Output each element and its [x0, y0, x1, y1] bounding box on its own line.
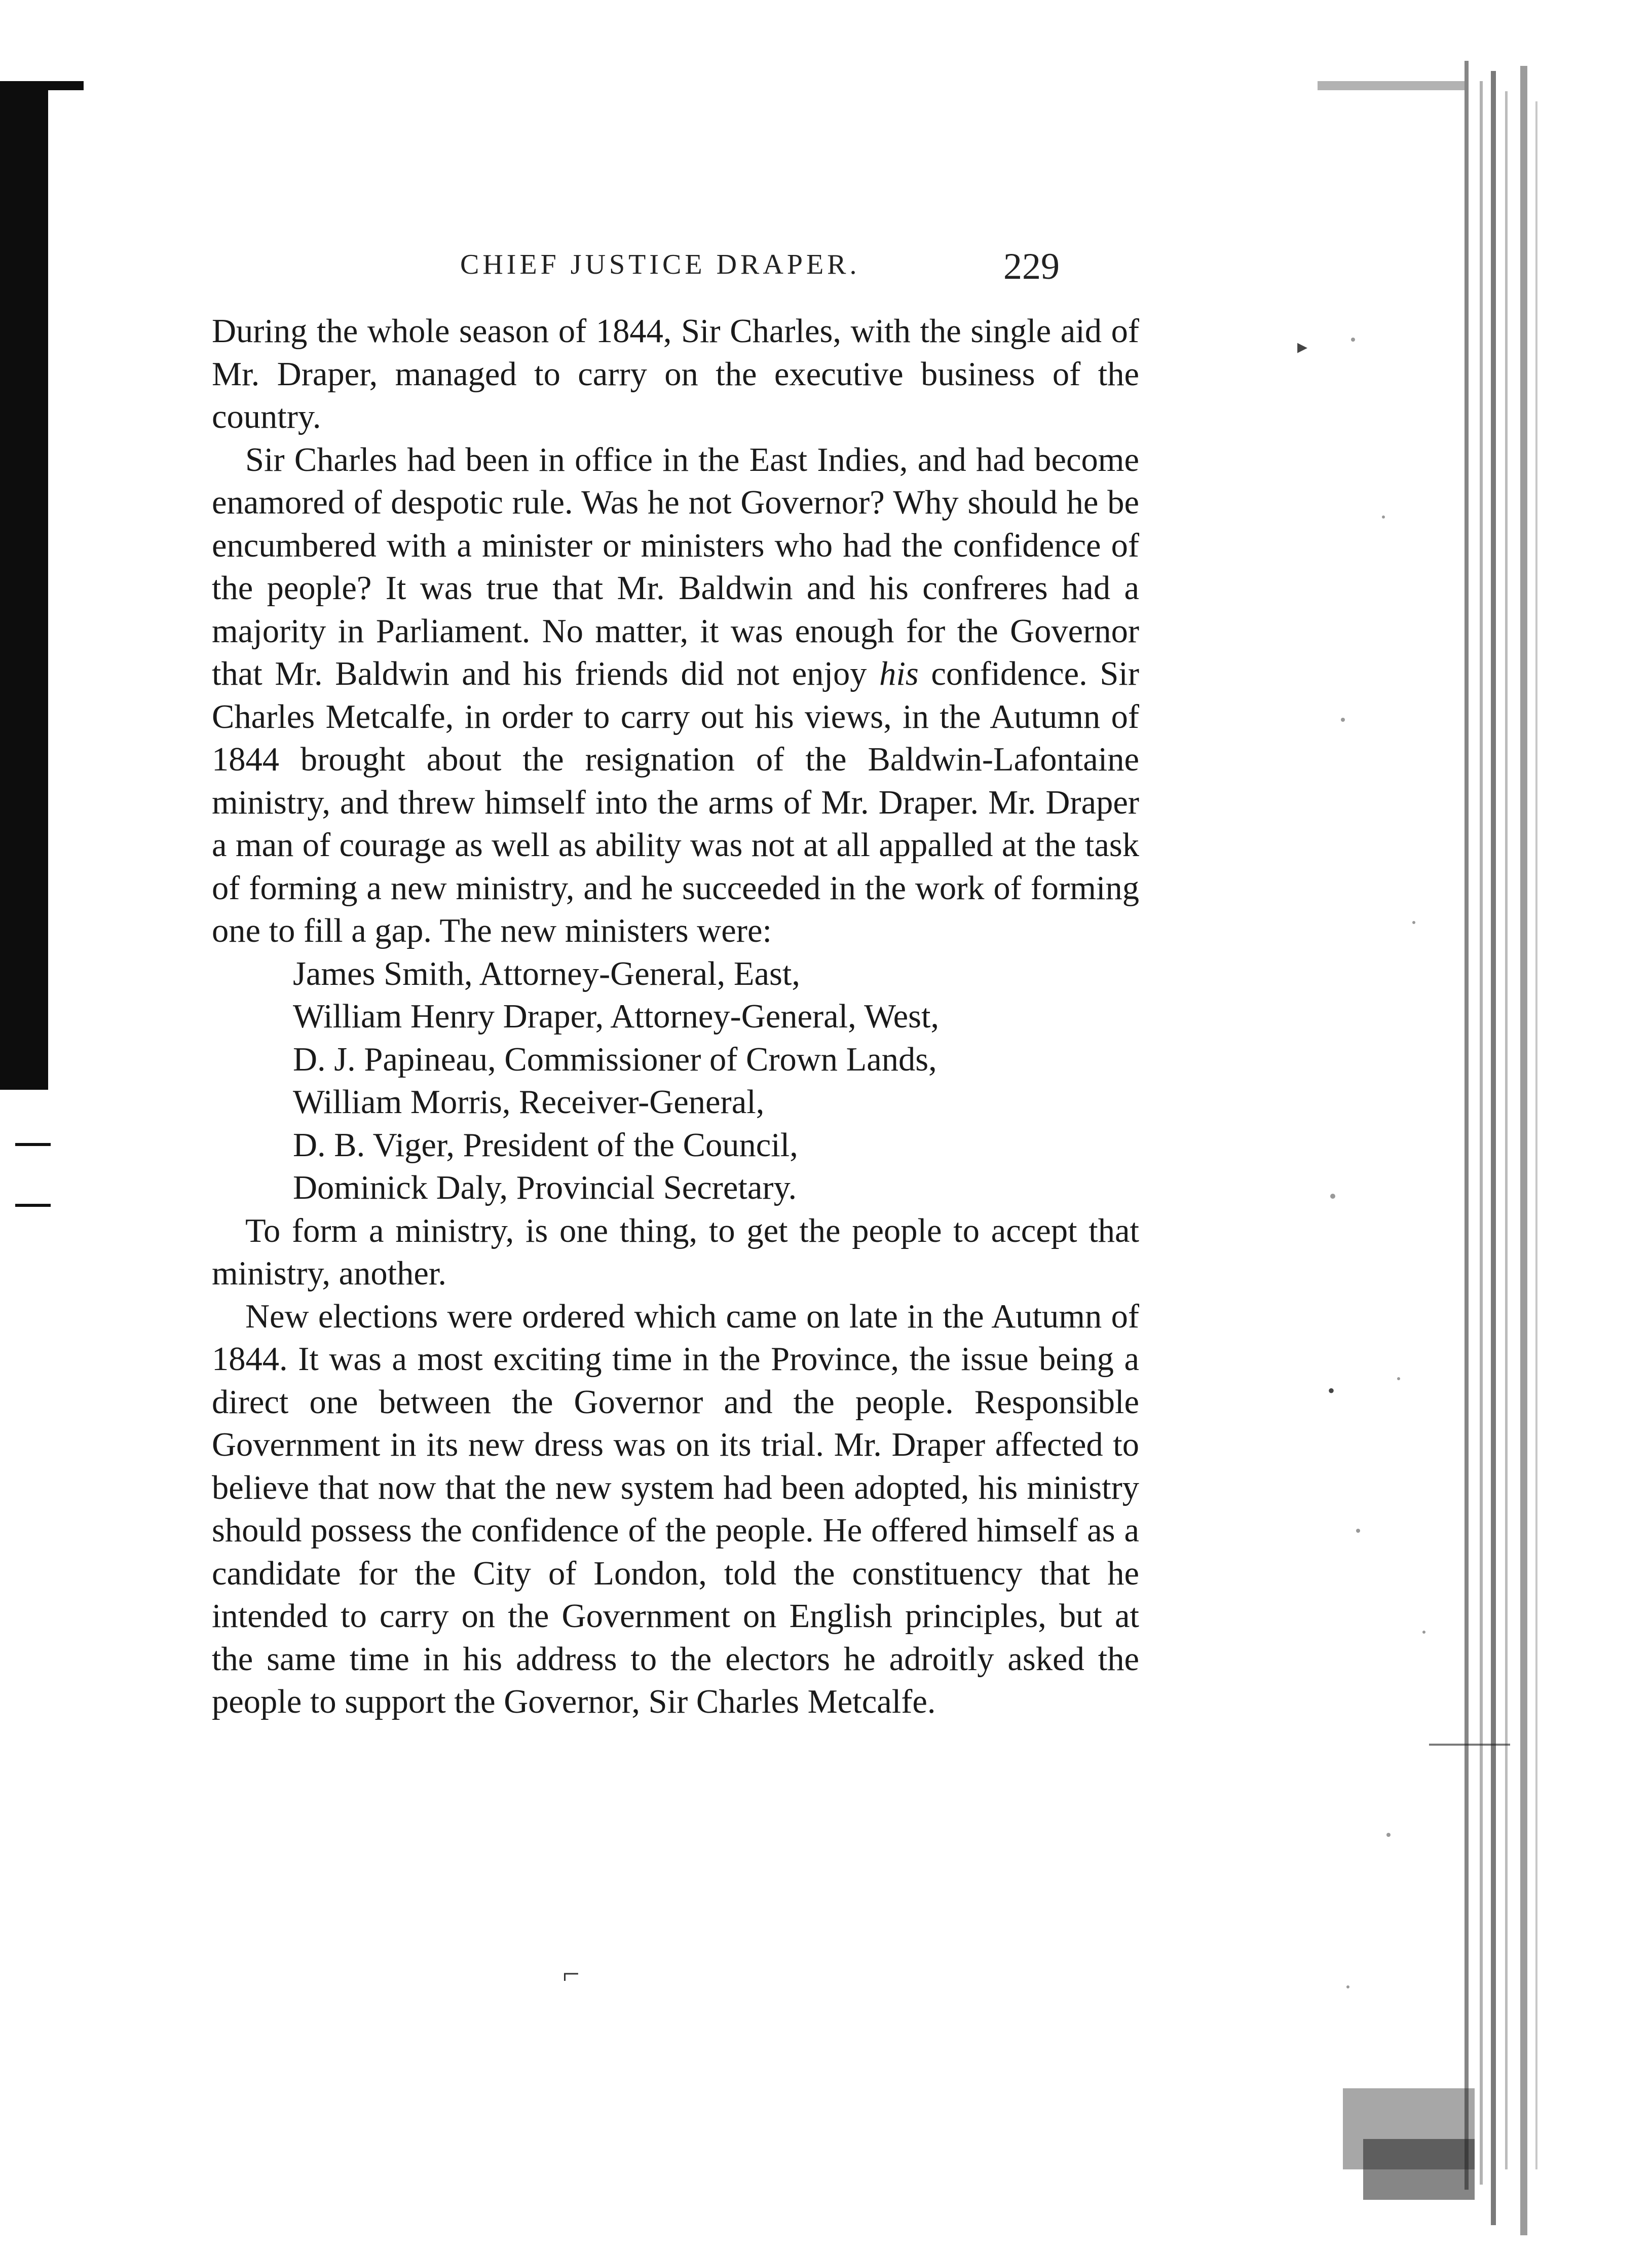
paragraph: During the whole season of 1844, Sir Charles, with the single aid of Mr. Draper, managed to carry on the executive business of the country.	[212, 313, 1139, 435]
page-edge-noise	[1312, 61, 1652, 2251]
paragraph-text: Sir Charles had been in office in the East Indies, and had become enamored of despotic rule. Was he not Governor? Why should he be encumbered with a minister or ministers who had the confidence of the people? It was true that Mr. Baldwin and his confreres had a majority in Parliament. No matter, it was enough for the Governor that Mr. Baldwin and his friends did not enjoy	[212, 441, 1139, 692]
running-head: CHIEF JUSTICE DRAPER.	[460, 249, 860, 280]
ministers-list	[212, 953, 1139, 1210]
list-item: D. J. Papineau, Commissioner of Crown Lands,	[293, 1041, 937, 1078]
list-item: D. B. Viger, President of the Council,	[293, 1126, 798, 1164]
list-item: Dominick Daly, Provincial Secretary.	[293, 1169, 797, 1206]
margin-tick-mark	[15, 1143, 51, 1146]
page-number: 229	[1003, 246, 1060, 287]
binding-shadow-top	[0, 81, 84, 90]
list-item: William Morris, Receiver-General,	[293, 1084, 765, 1121]
binding-shadow	[0, 81, 48, 1090]
body-text	[212, 310, 1139, 1724]
paragraph: To form a ministry, is one thing, to get the people to accept that ministry, another.	[212, 1212, 1139, 1292]
margin-tick-mark	[15, 1204, 51, 1207]
speck: ▸	[1297, 335, 1308, 358]
paragraph	[212, 439, 1139, 953]
paragraph-text: confidence. Sir Charles Metcalfe, in order to carry out his views, in the Autumn of 1844 brought about the resignation of the Baldwin-Lafontaine ministry, and threw himself into the arms of Mr. Draper. Mr. Draper a man of courage as well as ability was not at all appalled at the task of forming a new ministry, and he succeeded in the work of forming one to fill a gap. The new ministers were:	[212, 655, 1139, 949]
speck: •	[1328, 1379, 1335, 1402]
ink-mark: ⌐	[562, 1957, 580, 1990]
list-item: William Henry Draper, Attorney-General, West,	[293, 998, 940, 1035]
paragraph: New elections were ordered which came on late in the Autumn of 1844. It was a most exciting time in the Province, the issue being a direct one between the Governor and the people. Responsible Government in its new dress was on its trial. Mr. Draper affected to believe that now that the new system had been adopted, his ministry should possess the confidence of the people. He offered himself as a candidate for the City of London, told the constituency that he intended to carry on the Government on English principles, but at the same time in his address to the electors he adroitly asked the people to support the Governor, Sir Charles Metcalfe.	[212, 1298, 1139, 1720]
emphasis: his	[879, 655, 919, 692]
list-item: James Smith, Attorney-General, East,	[293, 955, 800, 992]
